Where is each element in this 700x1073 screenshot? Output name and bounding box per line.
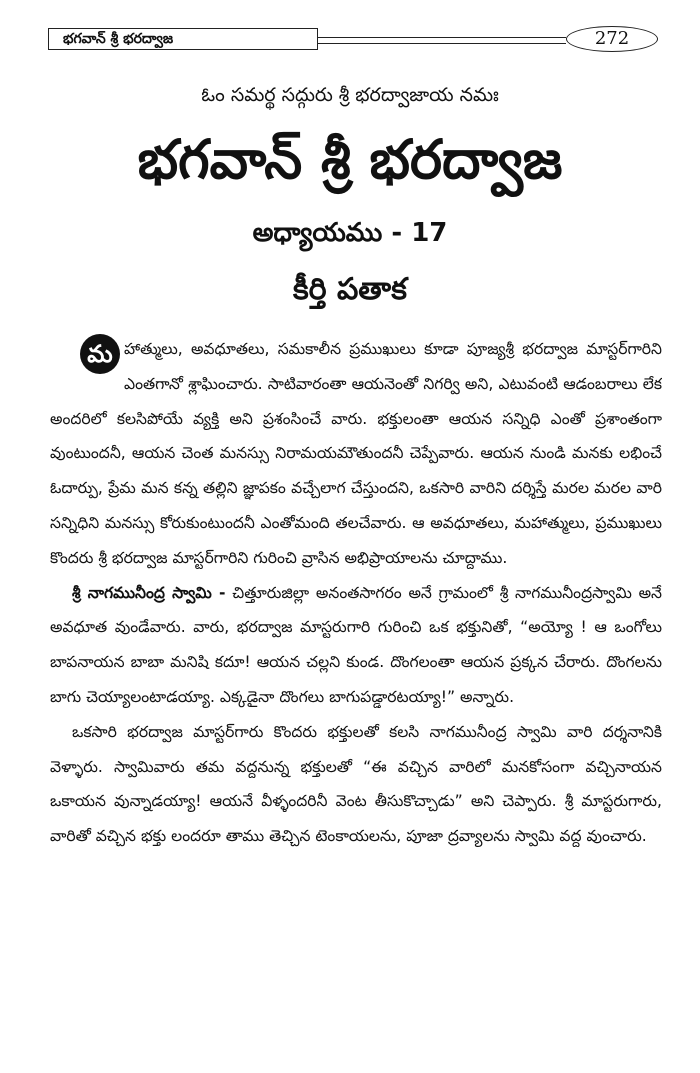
paragraph-1 [50,332,662,576]
paragraph-3-text: ఒకసారి భరద్వాజ మాస్టర్‌గారు కొందరు భక్తులతో కలసి నాగమునీంద్ర స్వామి వారి దర్శనానికి వెళ్ళారు. స్వామివారు తమ వద్దనున్న భక్తులతో “ఈ వచ్చిన వారిలో మనకోసంగా వచ్చినాయన ఒకాయన వున్నాడయ్యా! ఆయనే వీళ్ళందరినీ వెంట తీసుకొచ్చాడు” అని చెప్పారు. శ్రీ మాస్టరుగారు, వారితో వచ్చిన భక్తు లందరూ తాము తెచ్చిన టెంకాయలను, పూజా ద్రవ్యాలను స్వామి వద్ద వుంచారు. [50,722,662,846]
chapter-heading: అధ్యాయము - 17 [252,218,448,248]
running-title: భగవాన్ శ్రీ భరద్వాజ [48,28,318,50]
paragraph-2-text: చిత్తూరుజిల్లా అనంతసాగరం అనే గ్రామంలో శ్రీ నాగమునీంద్రస్వామి అనే అవధూత వుండేవారు. వారు, భరద్వాజ మాస్టరుగారి గురించి ఒక భక్తునితో, “అయ్యో ! ఆ ఒంగోలు బాపనాయన బాబా మనిషి కదూ! ఆయన చల్లని కుండ. దొంగలంతా ఆయన ప్రక్కన చేరారు. దొంగలను బాగు చెయ్యాలంటాడయ్యా. ఎక్కడైనా దొంగలు బాగుపడ్డారటయ్యా!” అన్నారు. [50,583,662,706]
book-title: భగవాన్ శ్రీ భరద్వాజ [137,128,563,191]
paragraph-2-lead: శ్రీ నాగమునీంద్ర స్వామి - [72,583,226,602]
paragraph-1-text: హాత్ములు, అవధూతలు, సమకాలీన ప్రముఖులు కూడా పూజ్యశ్రీ భరద్వాజ మాస్టర్‌గారిని ఎంతగానో శ్లాఘించారు. సాటివారంతా ఆయనెంతో నిగర్వి అని, ఎటువంటి ఆడంబరాలు లేక అందరిలో కలసిపోయే వ్యక్తి అని ప్రశంసించే వారు. భక్తులంతా ఆయన సన్నిధి ఎంతో ప్రశాంతంగా వుంటుందనీ, ఆయన చెంత మనస్సు నిరామయమౌతుందనీ చెప్పేవారు. ఆయన నుండి మనకు లభించే ఓదార్పు, ప్రేమ మన కన్న తల్లిని జ్ఞాపకం వచ్చేలాగ చేస్తుందని, ఒకసారి వారిని దర్శిస్తే మరల మరల వారి సన్నిధిని మనస్సు కోరుకుంటుందనీ ఎంతోమంది తలచేవారు. ఆ అవధూతలు, మహాత్ములు, ప్రముఖులు కొందరు శ్రీ భరద్వాజ మాస్టర్‌గారిని గురించి వ్రాసిన అభిప్రాయాలను చూద్దాము. [50,340,662,567]
body-text [50,332,662,1052]
page-number: 272 [566,26,658,52]
drop-cap [80,334,120,374]
paragraph-3 [50,715,662,854]
invocation-line: ఓం సమర్థ సద్గురు శ్రీ భరద్వాజాయ నమః [201,84,499,106]
drop-cap-letter: మ [87,340,113,368]
chapter-subtitle: కీర్తి పతాక [293,272,407,307]
header-rule [318,37,566,44]
running-header [48,28,660,52]
paragraph-2 [50,576,662,715]
